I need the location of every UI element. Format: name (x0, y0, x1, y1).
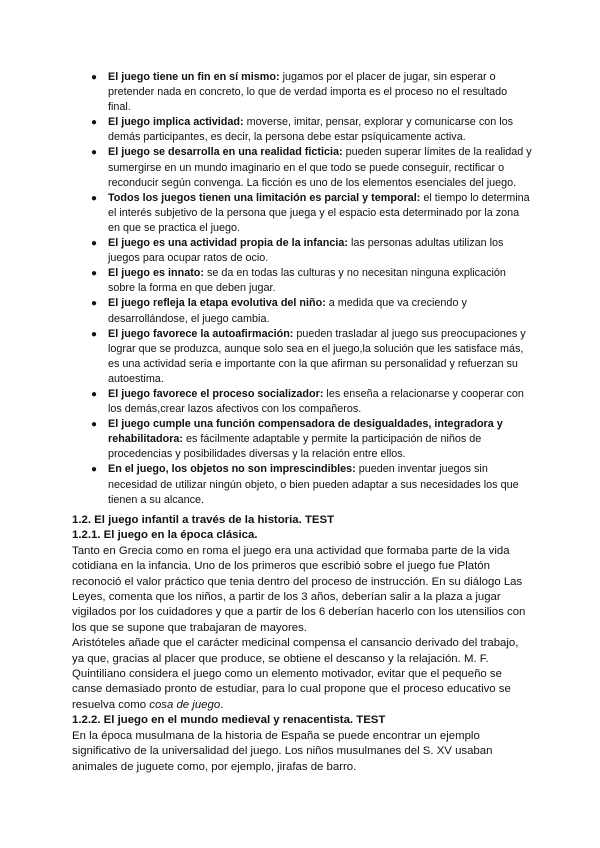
list-item-term: El juego implica actividad: (108, 116, 244, 129)
list-item (72, 387, 532, 417)
list-item-term: En el juego, los objetos no son imprescindibles: (108, 463, 356, 476)
bullet-dot: ● (91, 298, 98, 310)
bullet-dot: ● (91, 192, 98, 204)
list-item-text: es fácilmente adaptable y permite la participación de niños de procedencias y posibilidades diversas y la relación entre ellos. (108, 433, 482, 461)
list-item-text: jugamos por el placer de jugar, sin esperar o pretender nada en concreto, lo que de verdad importa es el proceso no el resultado final. (108, 71, 508, 114)
list-item-text: pueden inventar juegos sin necesidad de utilizar ningún objeto, o bien pueden adaptar a sus necesidades los que tienen a su alcance. (108, 463, 519, 506)
list-item-term: El juego tiene un fin en sí mismo: (108, 71, 280, 83)
list-item (72, 296, 532, 326)
list-item-term: El juego cumple una función compensadora de desigualdades, integradora y rehabilitadora: (108, 418, 503, 446)
list-item-text: a medida que va creciendo y desarrollándose, el juego cambia. (108, 297, 467, 325)
list-item-term: El juego favorece la autoafirmación: (108, 327, 294, 340)
list-item (72, 236, 532, 266)
heading-1-2-1: 1.2.1. El juego en la época clásica. (72, 529, 258, 542)
paragraph-classic-1: Tanto en Grecia como en roma el juego era una actividad que formaba parte de la vida cotidiana en la infancia. Uno de los primeros que escribió sobre el juego fue Platón reconoció el valor práctico que tenia dentro del proceso de instrucción. En su diálogo Las Leyes, comenta que los niños, a partir de los 3 años, deberían salir a la plaza a jugar vigilados por los cuidadores y que a partir de los 6 deberían hacerlo con los utensilios con los que se supone que trabajaran de mayores. (72, 544, 526, 634)
list-item (72, 70, 532, 115)
bullet-dot: ● (91, 147, 98, 159)
bullet-dot: ● (91, 238, 98, 250)
list-item-text: pueden trasladar al juego sus preocupaciones y lograr que se produzca, aunque solo sea en el juego,la solución que les satisface más, es una actividad seria e importante con la que afirman su personalidad y refuerzan su autoestima. (108, 327, 526, 385)
paragraph-medieval: En la época musulmana de la historia de España se puede encontrar un ejemplo significativo de la universalidad del juego. Los niños musulmanes del S. XV usaban animales de juguete como, por ejemplo, jirafas de barro. (72, 729, 493, 773)
list-item-text: pueden superar límites de la realidad y sumergirse en un mundo imaginario en el que todo se puede conseguir, rectificar o reconducir según convenga. La ficción es uno de los elementos esenciales del juego. (108, 146, 532, 189)
list-item (72, 145, 532, 190)
list-item (72, 327, 532, 387)
bullet-dot: ● (91, 388, 98, 400)
list-item-term: El juego se desarrolla en una realidad ficticia: (108, 146, 343, 159)
bullet-dot: ● (91, 419, 98, 431)
characteristics-list (72, 70, 532, 508)
list-item-text: les enseña a relacionarse y cooperar con los demás,crear lazos afectivos con los compañeros. (108, 387, 524, 416)
heading-1-2: 1.2. El juego infantil a través de la historia. TEST (72, 514, 335, 526)
bullet-dot: ● (91, 72, 98, 83)
list-item-text: las personas adultas utilizan los juegos para ocupar ratos de ocio. (108, 237, 504, 265)
list-item (72, 115, 532, 145)
list-item-term: El juego refleja la etapa evolutiva del niño: (108, 297, 326, 310)
list-item-term: El juego favorece el proceso socializador: (108, 387, 324, 400)
paragraph-classic-2: Aristóteles añade que el carácter medicinal compensa el cansancio derivado del trabajo, ya que, gracias al placer que produce, se obtiene el descanso y la relajación. M. F. Quintiliano considera el juego como un elemento motivador, evitar que el pequeño se canse demasiado pronto de estudiar, para lo cual propone que el proceso educativo se resuelva como cosa de juego. (72, 637, 519, 711)
list-item (72, 191, 532, 236)
list-item-term: El juego es una actividad propia de la infancia: (108, 237, 348, 250)
history-section (72, 513, 532, 775)
list-item (72, 417, 532, 462)
list-item-term: El juego es innato: (108, 267, 204, 280)
bullet-dot: ● (91, 268, 98, 280)
bullet-dot: ● (91, 117, 98, 129)
bullet-dot: ● (91, 328, 98, 340)
list-item-text: el tiempo lo determina el interés subjetivo de la persona que juega y el espacio esta determinado por la zona en que se practica el juego. (108, 191, 530, 234)
heading-1-2-2: 1.2.2. El juego en el mundo medieval y renacentista. TEST (72, 714, 386, 727)
list-item-term: Todos los juegos tienen una limitación es parcial y temporal: (108, 191, 421, 204)
bullet-dot: ● (91, 464, 98, 476)
list-item-text: se da en todas las culturas y no necesitan ninguna explicación sobre la forma en que deben jugar. (108, 267, 506, 295)
list-item (72, 462, 532, 507)
list-item-text: moverse, imitar, pensar, explorar y comunicarse con los demás participantes, es decir, la persona debe estar psíquicamente activa. (108, 116, 514, 144)
list-item (72, 266, 532, 296)
